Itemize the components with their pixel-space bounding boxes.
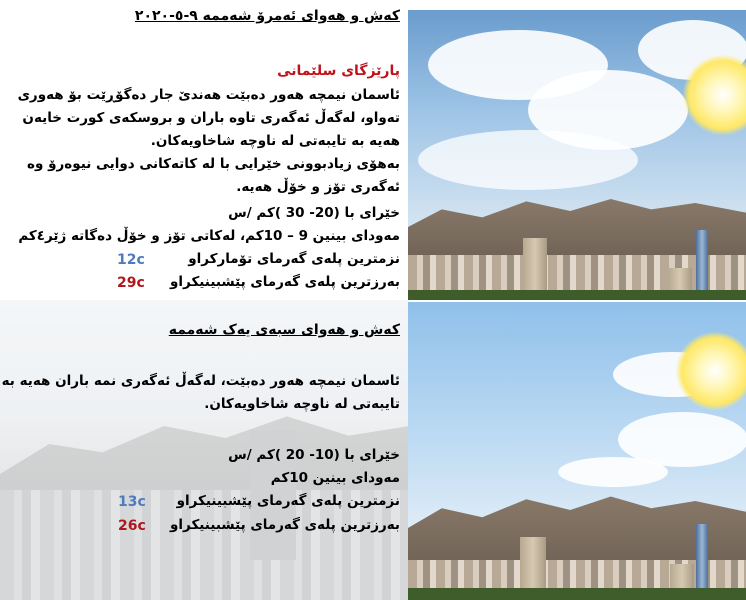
today-description: ئاسمان نیمچە هەور دەبێت هەندێ جار دەگۆڕێت بۆ هەوری تەواو، لەگەڵ ئەگەری تاوە باران و بروسکەی کورت خایەن هەیە بە تایبەتی لە ناوچە شاخاویەکان. [17, 87, 400, 149]
tomorrow-min-temp-label: نزمترین پلەی گەرمای پێشبینیکراو [176, 493, 400, 509]
tomorrow-heading: کەش و هەوای سبەی یەک شەممە [168, 322, 400, 338]
tomorrow-wind-speed: خێرای با (10- 20 )کم /س [228, 447, 400, 463]
tomorrow-max-temp-label: بەرزترین پلەی گەرمای پێشبینیکراو [170, 517, 400, 533]
today-dust-note: بەهۆی زیادبوونی خێرایی با لە کاتەکانی دوایی نیوەرۆ وە ئەگەری تۆز و خۆڵ هەیە. [27, 156, 400, 195]
governorate-name: پارێزگای سلێمانی [277, 63, 400, 79]
today-wind-speed: خێرای با (20- 30 )کم /س [228, 205, 400, 221]
today-visibility: مەودای بینین 9 – 10کم، لەکاتی تۆز و خۆڵ دەگاتە ژێر٤کم [18, 228, 400, 244]
weather-photo-tomorrow [408, 302, 746, 600]
today-max-temp-value: 29c [117, 275, 145, 291]
tomorrow-visibility: مەودای بینین 10کم [270, 470, 400, 486]
tomorrow-min-temp-value: 13c [118, 494, 146, 510]
today-min-temp-label: نزمترین پلەی گەرمای تۆمارکراو [188, 251, 400, 267]
tomorrow-max-temp-value: 26c [118, 518, 146, 534]
tomorrow-description: ئاسمان نیمچە هەور دەبێت، لەگەڵ ئەگەری نمە باران هەیە بە تایبەتی لە ناوچە شاخاویەکان. [1, 373, 400, 412]
today-min-temp-value: 12c [117, 252, 145, 268]
today-heading: کەش و هەوای ئەمرۆ شەممە ٩-٥-٢٠٢٠ [134, 8, 400, 24]
today-max-temp-label: بەرزترین پلەی گەرمای پێشبینیکراو [170, 274, 400, 290]
weather-photo-today [408, 10, 746, 300]
